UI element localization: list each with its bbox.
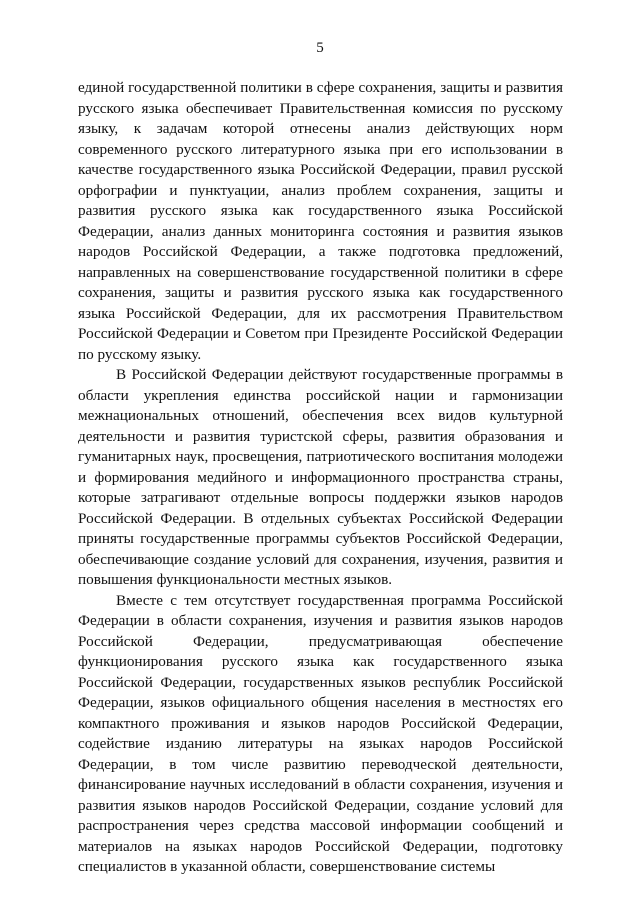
- paragraph-state-programs: В Российской Федерации действуют государственные программы в области укрепления единства российской нации и гармонизации межнациональных отношений, обеспечения всех видов культурной деятельности и развития туристской сферы, развития образования и гуманитарных наук, просвещения, патриотического воспитания молодежи и формирования медийного и информационного пространства страны, которые затрагивают отдельные вопросы поддержки языков народов Российской Федерации. В отдельных субъектах Российской Федерации приняты государственные программы субъектов Российской Федерации, обеспечивающие создание условий для сохранения, изучения, развития и повышения функциональности местных языков.: [78, 366, 563, 588]
- page-number: 5: [316, 40, 324, 56]
- paragraph-continuation: единой государственной политики в сфере сохранения, защиты и развития русского языка обеспечивает Правительственная комиссия по русскому языку, к задачам которой отнесены анализ действующих норм современного русского литературного языка при его использовании в качестве государственного языка Российской Федерации, правил русской орфографии и пунктуации, анализ проблем сохранения, защиты и развития русского языка как государственного языка Российской Федерации, анализ данных мониторинга состояния и развития языков народов Российской Федерации, а также подготовка предложений, направленных на совершенствование государственной политики в сфере сохранения, защиты и развития русского языка как государственного языка Российской Федерации, для их рассмотрения Правительством Российской Федерации и Советом при Президенте Российской Федерации по русскому языку.: [78, 79, 563, 363]
- paragraph-missing-program: Вместе с тем отсутствует государственная программа Российской Федерации в области сохранения, изучения и развития языков народов Российской Федерации, предусматривающая обеспечение функционирования русского языка как государственного языка Российской Федерации, государственных языков республик Российской Федерации, языков официального общения населения в местностях его компактного проживания и языков народов Российской Федерации, содействие изданию литературы на языках народов Российской Федерации, в том числе развитию переводческой деятельности, финансирование научных исследований в области сохранения, изучения и развития языков народов Российской Федерации, создание условий для распространения через средства массовой информации сообщений и материалов на языках народов Российской Федерации, подготовку специалистов в указанной области, совершенствование системы: [78, 591, 563, 875]
- document-body: [78, 78, 563, 878]
